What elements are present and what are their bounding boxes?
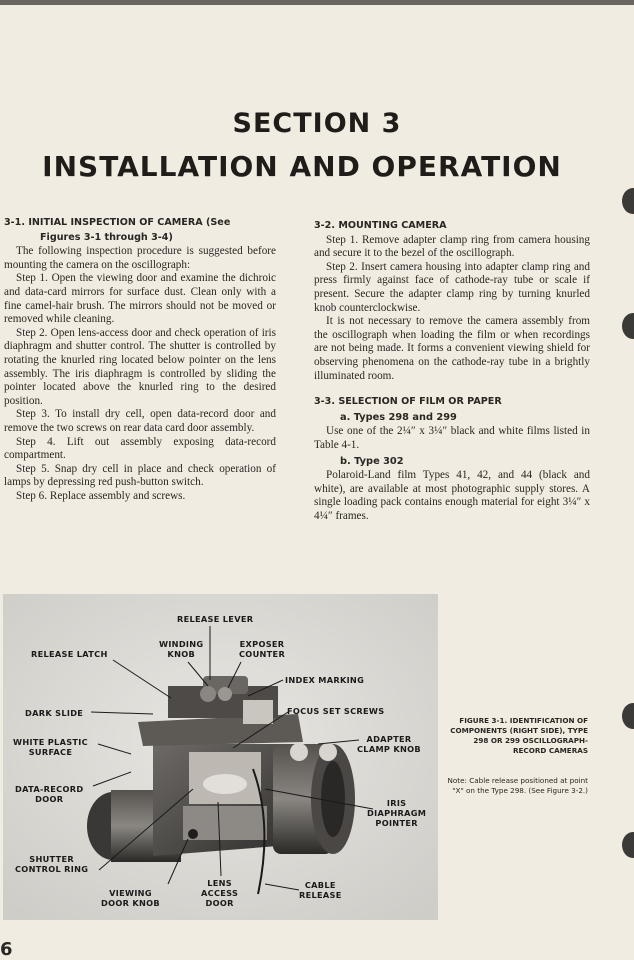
paragraph: Step 6. Replace assembly and screws.: [16, 489, 186, 502]
binder-hole: [622, 313, 634, 339]
section-title: SECTION 3: [232, 108, 402, 139]
paragraph: Step 2. Insert camera housing into adapter clamp ring and press firmly against face of cathode-ray tube or scale if present. Secure the adapter clamp ring by turning knurled knob counterclockwise.: [314, 260, 590, 314]
binder-hole: [622, 188, 634, 214]
binder-hole: [622, 703, 634, 729]
callout-iris-diaphragm-pointer: IRIS DIAPHRAGM POINTER: [367, 798, 427, 828]
callout-adapter-clamp-knob: ADAPTER CLAMP KNOB: [357, 734, 421, 754]
paragraph: It is not necessary to remove the camera assembly from the oscillograph when loading the film or when recordings are not being made. It forms a convenient viewing shield for observing phenomena on the cathode-ray tube in a brightly illuminated room.: [314, 315, 590, 382]
page-number: 6: [0, 939, 13, 960]
callout-exposer-counter: EXPOSER COUNTER: [239, 639, 286, 659]
callout-dark-slide: DARK SLIDE: [25, 708, 84, 718]
section-heading-3-3: 3-3. SELECTION OF FILM OR PAPER: [314, 396, 502, 408]
callout-viewing-door-knob: VIEWING DOOR KNOB: [101, 888, 160, 908]
callout-data-record-door: DATA-RECORD DOOR: [15, 784, 84, 804]
section-heading-3-1: 3-1. INITIAL INSPECTION OF CAMERA (See: [4, 217, 231, 228]
page-title: INSTALLATION AND OPERATION: [42, 150, 562, 183]
callout-white-plastic-surface: WHITE PLASTIC SURFACE: [13, 737, 88, 757]
callout-focus-set-screws: FOCUS SET SCREWS: [287, 706, 385, 716]
page-top-edge: [0, 0, 634, 5]
paragraph: Polaroid-Land film Types 41, 42, and 44 (black and white), are available at most photographic supply stores. A single loading pack contains enough material for eight 3¼″ x 4¼″ frames.: [314, 469, 590, 522]
callout-cable-release: CABLE RELEASE: [299, 880, 342, 900]
binder-hole: [622, 832, 634, 858]
camera-figure: [3, 594, 438, 920]
figure-note: Note: Cable release positioned at point "X" on the Type 298. (See Figure 3-2.): [447, 776, 588, 795]
paragraph: Step 3. To install dry cell, open data-record door and remove the two screws on rear data card door assembly.: [4, 408, 276, 434]
figure-caption: FIGURE 3-1. IDENTIFICATION OF COMPONENTS (RIGHT SIDE), TYPE 298 OR 299 OSCILLOGRAPH-RECORD CAMERAS: [450, 716, 588, 755]
right-column: [314, 219, 590, 523]
callout-release-lever: RELEASE LEVER: [177, 614, 254, 624]
callout-shutter-control-ring: SHUTTER CONTROL RING: [15, 854, 89, 874]
paragraph: Step 1. Open the viewing door and examine the dichroic and data-card mirrors for surface dust. Clean only with a fine camel-hair brush. The mirrors should not be moved or removed while cleaning.: [4, 272, 276, 326]
callout-release-latch: RELEASE LATCH: [31, 649, 108, 659]
callout-index-marking: INDEX MARKING: [285, 675, 365, 685]
paragraph: Step 2. Open lens-access door and check operation of iris diaphragm and shutter control. The shutter is controlled by rotating the knurled ring located below pointer on the lens assembly. The iris diaphragm is controlled by sliding the pointer located above the knurled ring to the desired position.: [4, 326, 276, 407]
paragraph: Step 1. Remove adapter clamp ring from camera housing and secure it to the bezel of the oscillograph.: [314, 233, 590, 260]
paragraph: Use one of the 2¼″ x 3¼″ black and white films listed in Table 4-1.: [314, 425, 590, 451]
paragraph: Step 5. Snap dry cell in place and check operation of lamps by depressing red push-button switch.: [4, 462, 276, 489]
callout-lens-access-door: LENS ACCESS DOOR: [201, 878, 239, 908]
subheading-b: b. Type 302: [340, 455, 404, 467]
paragraph: The following inspection procedure is suggested before mounting the camera on the oscillograph:: [4, 245, 276, 271]
left-column: [4, 216, 276, 503]
paragraph: Step 4. Lift out assembly exposing data-record compartment.: [4, 435, 276, 462]
callout-winding-knob: WINDING KNOB: [159, 639, 204, 659]
section-heading-3-1-ref: Figures 3-1 through 3-4): [40, 231, 173, 243]
subheading-a: a. Types 298 and 299: [340, 411, 457, 423]
section-heading-3-2: 3-2. MOUNTING CAMERA: [314, 220, 447, 231]
